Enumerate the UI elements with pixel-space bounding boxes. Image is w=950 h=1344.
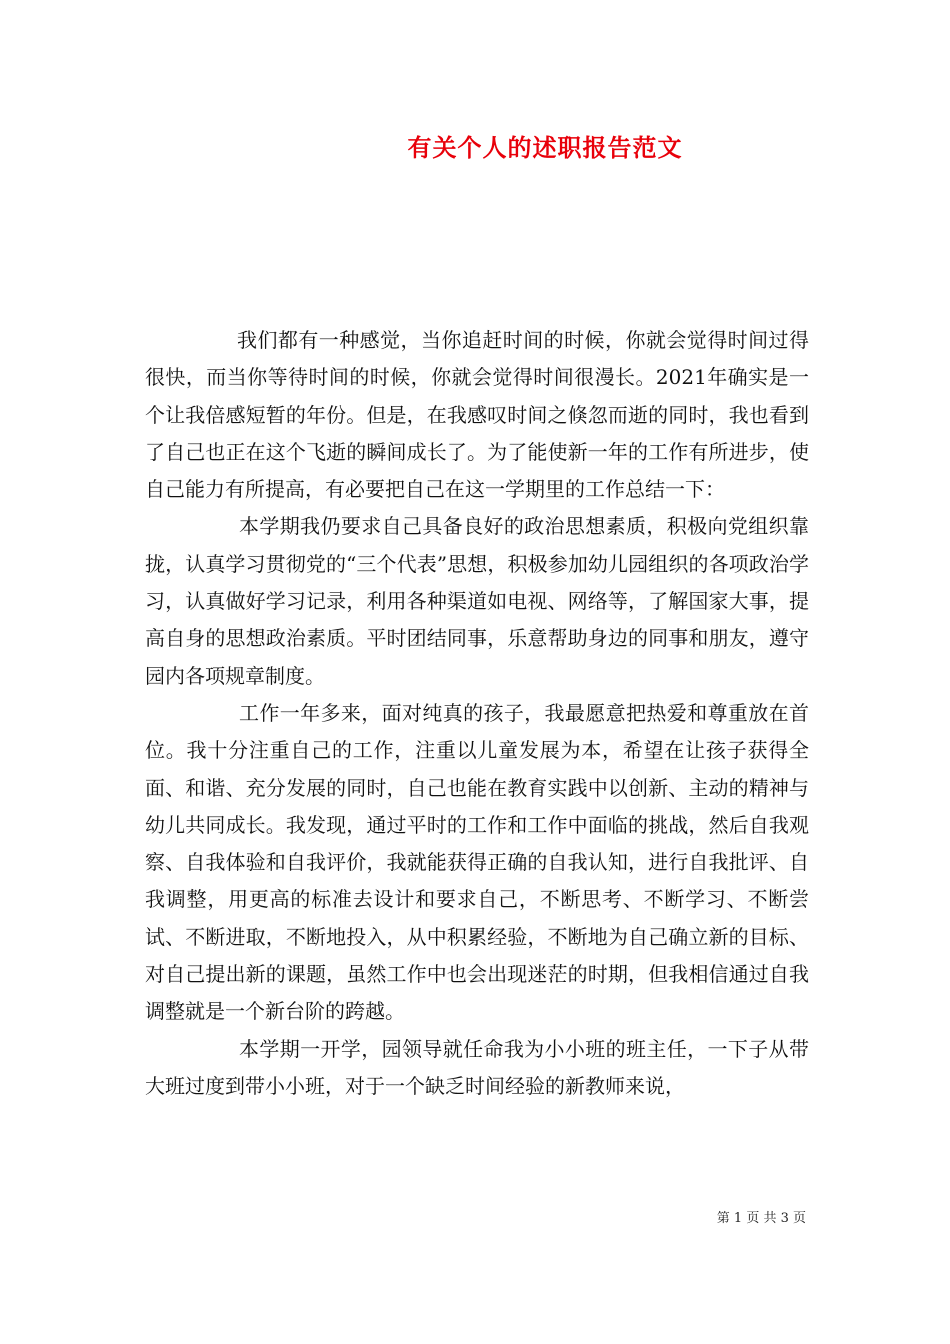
page-number-footer: 第 1 页 共 3 页 bbox=[716, 1211, 806, 1226]
document-body bbox=[145, 322, 809, 1105]
document-title: 有关个人的述职报告范文 bbox=[407, 133, 683, 162]
paragraph-2: 本学期我仍要求自己具备良好的政治思想素质，积极向党组织靠拢，认真学习贯彻党的“三个代表”思想，积极参加幼儿园组织的各项政治学习，认真做好学习记录，利用各种渠道如电视、网络等，了解国家大事，提高自身的思想政治素质。平时团结同事，乐意帮助身边的同事和朋友，遵守园内各项规章制度。 bbox=[145, 514, 809, 688]
paragraph-4: 本学期一开学，园领导就任命我为小小班的班主任，一下子从带大班过度到带小小班，对于一个缺乏时间经验的新教师来说， bbox=[145, 1036, 809, 1098]
paragraph-3: 工作一年多来，面对纯真的孩子，我最愿意把热爱和尊重放在首位。我十分注重自己的工作，注重以儿童发展为本，希望在让孩子获得全面、和谐、充分发展的同时，自己也能在教育实践中以创新、主动的精神与幼儿共同成长。我发现，通过平时的工作和工作中面临的挑战，然后自我观察、自我体验和自我评价，我就能获得正确的自我认知，进行自我批评、自我调整，用更高的标准去设计和要求自己，不断思考、不断学习、不断尝试、不断进取，不断地投入，从中积累经验，不断地为自己确立新的目标、对自己提出新的课题，虽然工作中也会出现迷茫的时期，但我相信通过自我调整就是一个新台阶的跨越。 bbox=[145, 700, 809, 1024]
paragraph-1: 我们都有一种感觉，当你追赶时间的时候，你就会觉得时间过得很快，而当你等待时间的时候，你就会觉得时间很漫长。2021年确实是一个让我倍感短暂的年份。但是，在我感叹时间之倏忽而逝的同时，我也看到了自己也正在这个飞逝的瞬间成长了。为了能使新一年的工作有所进步，使自己能力有所提高，有必要把自己在这一学期里的工作总结一下： bbox=[145, 328, 809, 502]
